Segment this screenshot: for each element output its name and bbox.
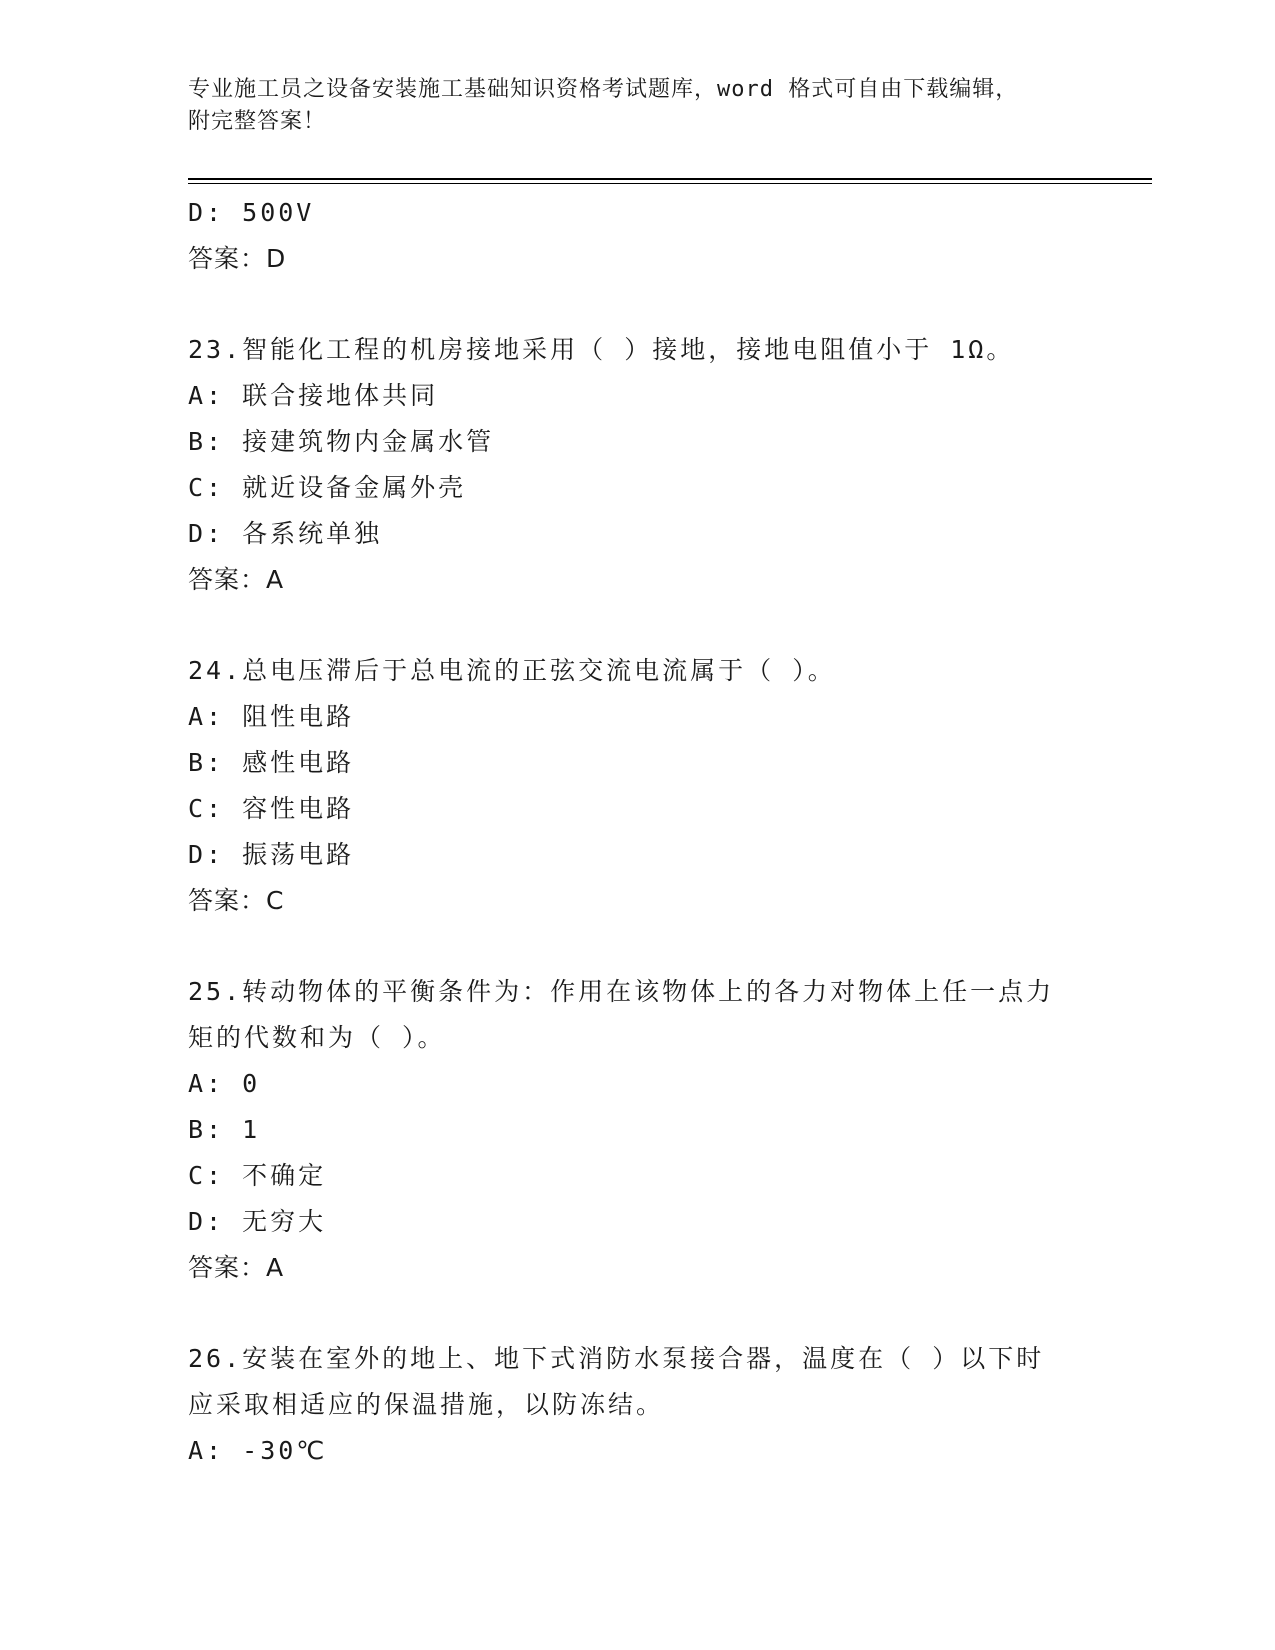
header-line-2: 附完整答案！	[188, 109, 327, 134]
question-24	[188, 648, 1088, 924]
question-26	[188, 1336, 1088, 1474]
page-header	[188, 74, 1088, 138]
spacer	[188, 603, 1088, 648]
option-c: C: 容性电路	[188, 794, 355, 823]
question-text-line-1: 25.转动物体的平衡条件为：作用在该物体上的各力对物体上任一点力	[188, 977, 1055, 1006]
question-25	[188, 969, 1088, 1291]
option-d: D: 振荡电路	[188, 840, 355, 869]
spacer	[188, 1291, 1088, 1336]
question-text-line-1: 26.安装在室外的地上、地下式消防水泵接合器，温度在（ ）以下时	[188, 1344, 1045, 1373]
header-divider-thick	[188, 178, 1152, 180]
spacer	[188, 924, 1088, 969]
option-c: C: 不确定	[188, 1161, 327, 1190]
answer: 答案：A	[188, 565, 285, 594]
option-c: C: 就近设备金属外壳	[188, 473, 467, 502]
option-a: A: 联合接地体共同	[188, 381, 439, 410]
option-a: A: 0	[188, 1069, 261, 1098]
option-a: A: 阻性电路	[188, 702, 355, 731]
spacer	[188, 282, 1088, 327]
question-text: 24.总电压滞后于总电流的正弦交流电流属于（ ）。	[188, 656, 836, 685]
previous-option-d: D: 500V	[188, 198, 315, 227]
option-d: D: 无穷大	[188, 1207, 327, 1236]
question-text-line-2: 矩的代数和为（ ）。	[188, 1023, 446, 1052]
question-text: 23.智能化工程的机房接地采用（ ）接地，接地电阻值小于 1Ω。	[188, 335, 1015, 364]
header-divider-thin	[188, 183, 1152, 184]
question-23	[188, 327, 1088, 603]
option-b: B: 接建筑物内金属水管	[188, 427, 495, 456]
header-line-1: 专业施工员之设备安装施工基础知识资格考试题库，word 格式可自由下载编辑，	[188, 77, 1019, 102]
previous-answer: 答案：D	[188, 244, 287, 273]
question-list	[188, 190, 1088, 1474]
question-text-line-2: 应采取相适应的保温措施，以防冻结。	[188, 1390, 665, 1419]
option-d: D: 各系统单独	[188, 519, 383, 548]
option-a: A: -30℃	[188, 1436, 328, 1465]
answer: 答案：A	[188, 1253, 285, 1282]
option-b: B: 感性电路	[188, 748, 355, 777]
option-b: B: 1	[188, 1115, 261, 1144]
answer: 答案：C	[188, 886, 285, 915]
